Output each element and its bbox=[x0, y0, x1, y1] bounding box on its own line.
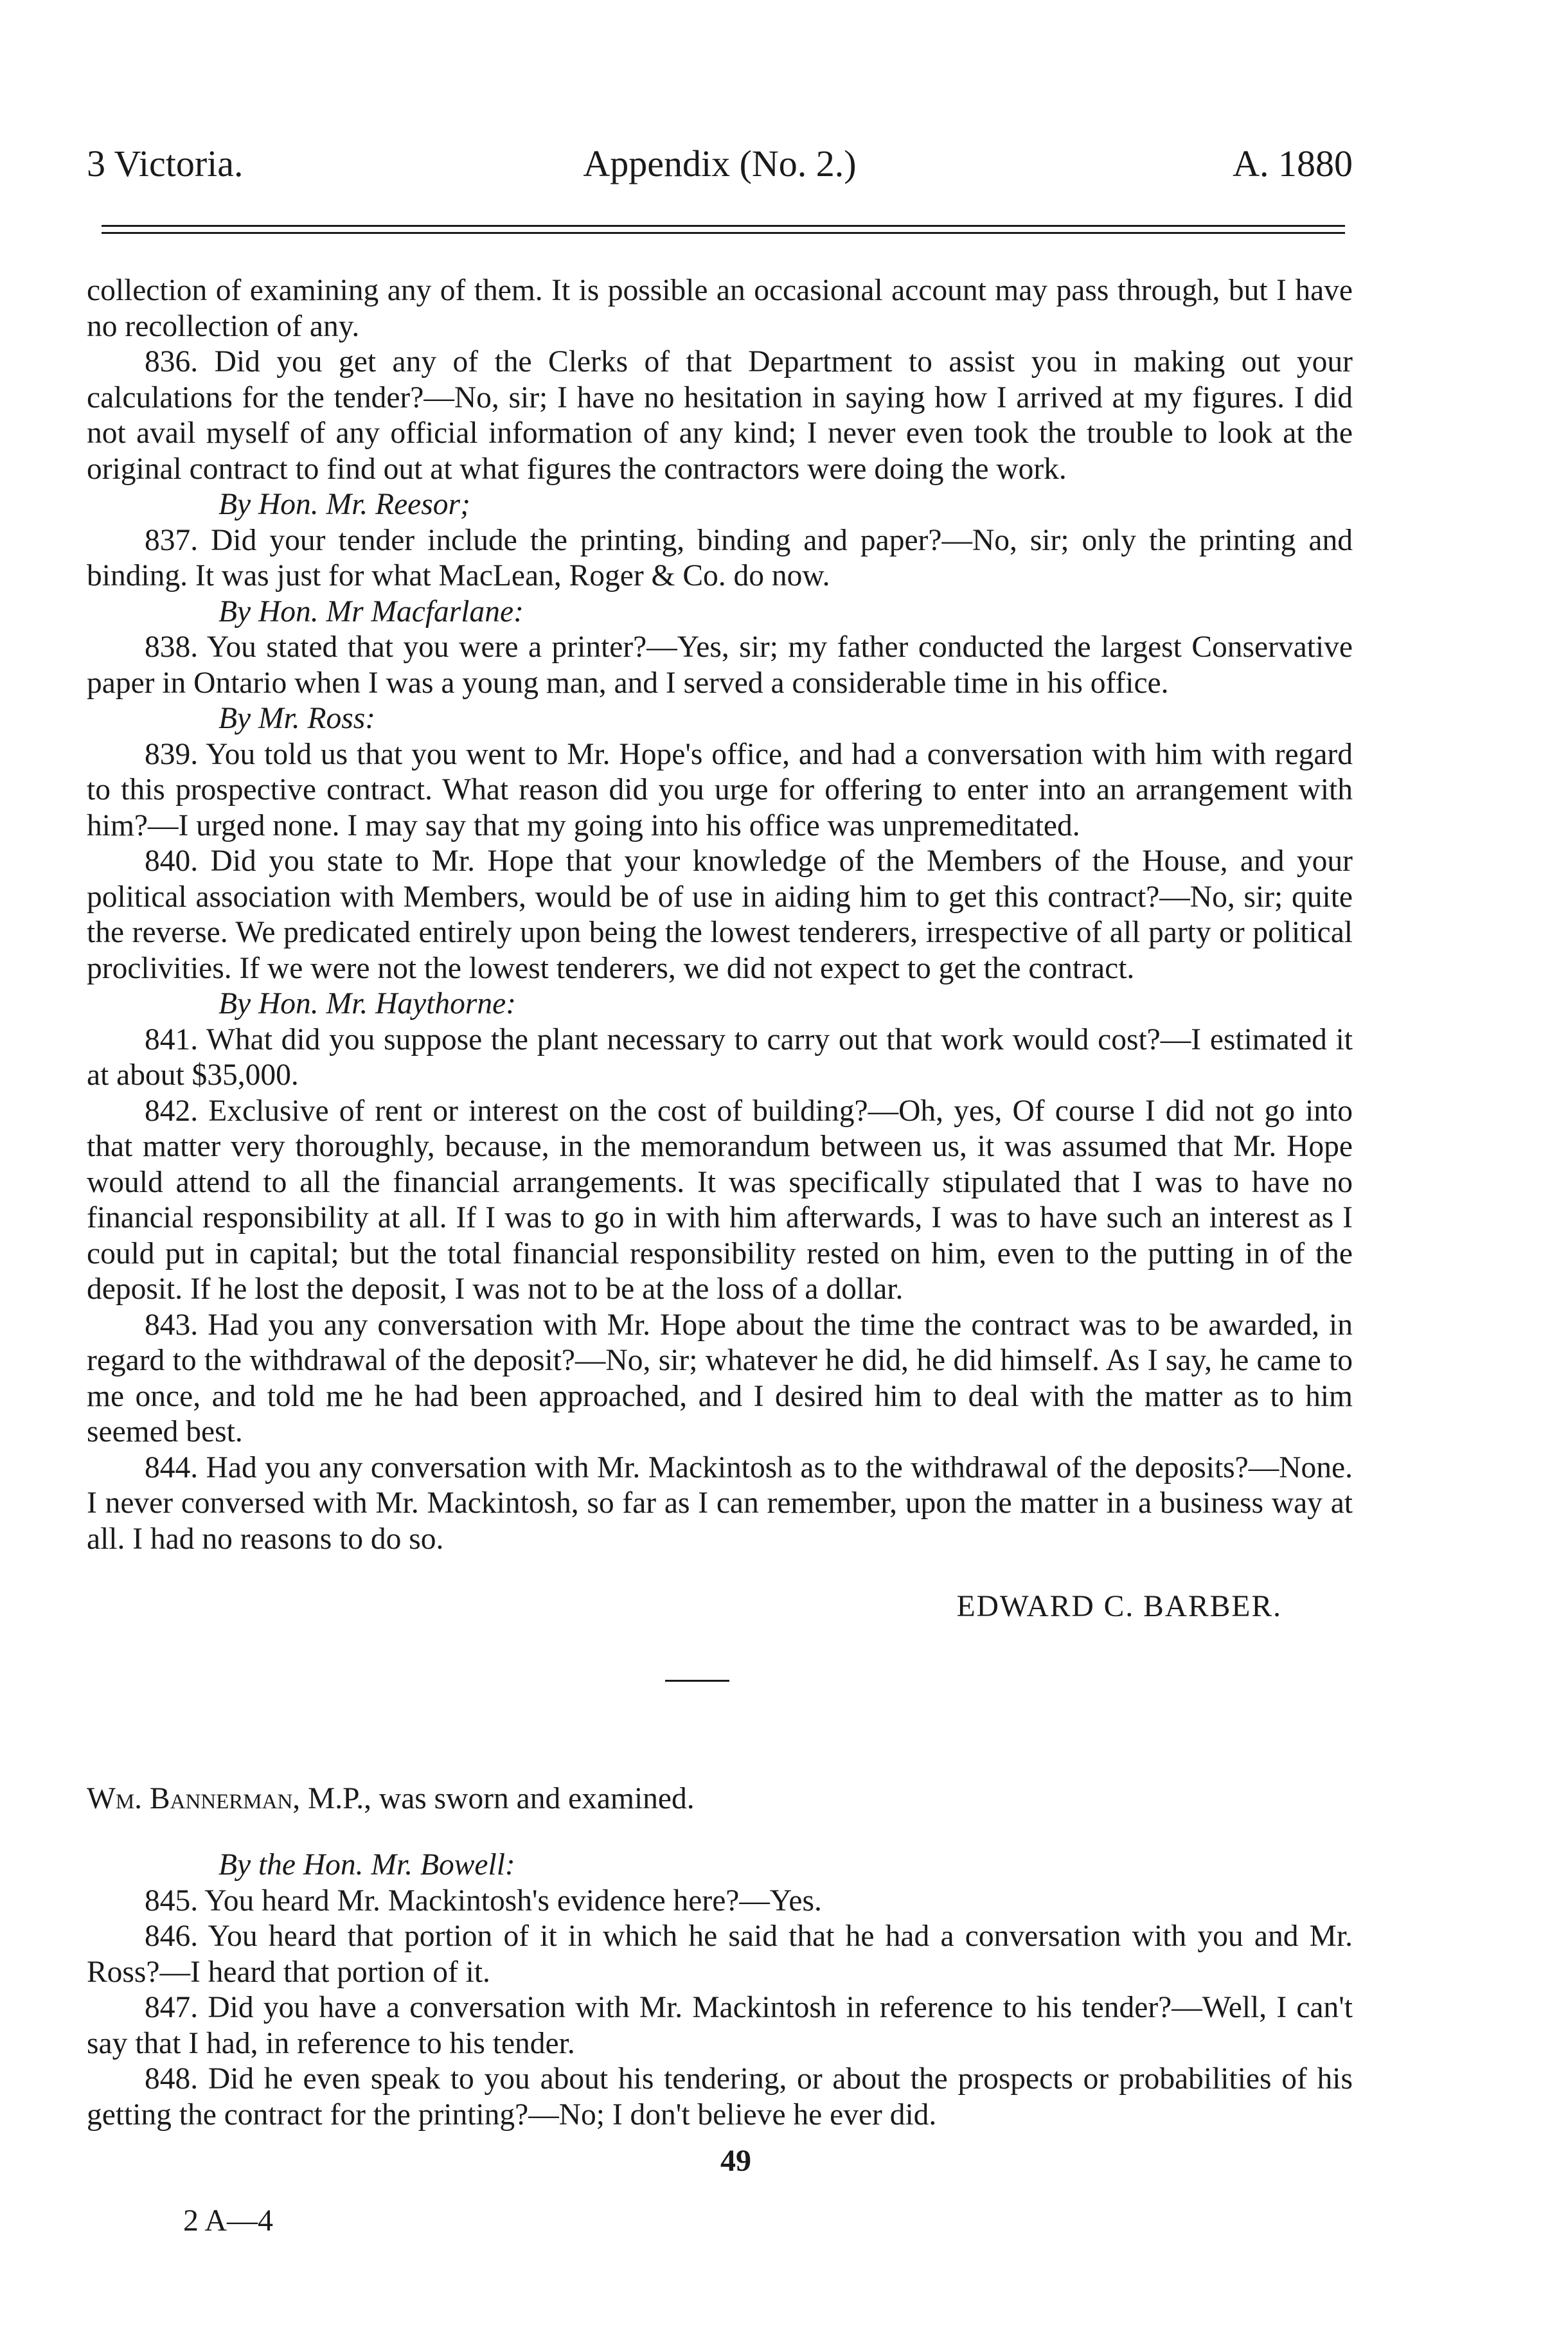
question-842: 842. Exclusive of rent or interest on the cost of building?—Oh, yes, Of course I did not go into that matter very thoroughly, because, in the memorandum between us, it was assumed that Mr. Hope would attend to all the financial arrangements. It was specifically stipulated that I was to have no financial responsibility at all. If I was to go in with him afterwards, I was to have such an interest as I could put in capital; but the total financial responsibility rested on him, even to the putting in of the deposit. If he lost the deposit, I was not to be at the loss of a dollar. bbox=[87, 1094, 1353, 1306]
witness-name: Wm. Bannerman, bbox=[87, 1781, 301, 1815]
question-838: 838. You stated that you were a printer?—Yes, sir; my father conducted the largest Conservative paper in Ontario when I was a young man, and I served a considerable time in his office. bbox=[87, 630, 1353, 700]
signature-mark: 2 A—4 bbox=[183, 2204, 274, 2238]
question-846: 846. You heard that portion of it in which he said that he had a conversation with you and Mr. Ross?—I heard that portion of it. bbox=[87, 1920, 1353, 1989]
witness-intro bbox=[87, 1781, 1353, 1817]
page-number: 49 bbox=[720, 2144, 751, 2178]
question-848: 848. Did he even speak to you about his tendering, or about the prospects or probabilities of his getting the contract for the printing?—No; I don't believe he ever did. bbox=[87, 2062, 1353, 2132]
examiner-heading: By Hon. Mr. Haythorne: bbox=[218, 987, 517, 1020]
examiner-heading: By the Hon. Mr. Bowell: bbox=[218, 1848, 515, 1882]
question-845: 845. You heard Mr. Mackintosh's evidence here?—Yes. bbox=[145, 1884, 822, 1918]
examiner-heading: By Hon. Mr Macfarlane: bbox=[218, 594, 524, 628]
question-847: 847. Did you have a conversation with Mr. Mackintosh in reference to his tender?—Well, I can't say that I had, in reference to his tender. bbox=[87, 1991, 1353, 2060]
header-appendix: Appendix (No. 2.) bbox=[583, 143, 857, 184]
header-session: 3 Victoria. bbox=[87, 143, 244, 184]
question-841: 841. What did you suppose the plant necessary to carry out that work would cost?—I estimated it at about $35,000. bbox=[87, 1022, 1353, 1092]
examiner-heading: By Hon. Mr. Reesor; bbox=[218, 488, 470, 521]
document-body bbox=[87, 273, 1353, 2133]
section-divider bbox=[665, 1680, 729, 1682]
running-header bbox=[87, 138, 1353, 190]
question-836: 836. Did you get any of the Clerks of that Department to assist you in making out your calculations for the tender?—No, sir; I have no hesitation in saying how I arrived at my figures. I did not avail myself of any official information of any kind; I never even took the trouble to look at the original contract to find out at what figures the contractors were doing the work. bbox=[87, 345, 1353, 486]
witness-signature: EDWARD C. BARBER. bbox=[956, 1590, 1282, 1623]
paragraph-continued: collection of examining any of them. It is possible an occasional account may pass through, but I have no recollection of any. bbox=[87, 274, 1353, 343]
header-year: A. 1880 bbox=[1233, 143, 1353, 184]
header-double-rule bbox=[102, 225, 1345, 234]
question-837: 837. Did your tender include the printing, binding and paper?—No, sir; only the printing and binding. It was just for what MacLean, Roger & Co. do now. bbox=[87, 523, 1353, 592]
question-843: 843. Had you any conversation with Mr. Hope about the time the contract was to be awarded, in regard to the withdrawal of the deposit?—No, sir; whatever he did, he did himself. As I say, he came to me once, and told me he had been approached, and I desired him to deal with the matter as to him seemed best. bbox=[87, 1308, 1353, 1448]
examiner-heading: By Mr. Ross: bbox=[218, 702, 376, 735]
question-844: 844. Had you any conversation with Mr. Mackintosh as to the withdrawal of the deposits?—None. I never conversed with Mr. Mackintosh, so far as I can remember, upon the matter in a business way at all. I had no reasons to do so. bbox=[87, 1450, 1353, 1556]
witness-intro-text: M.P., was sworn and examined. bbox=[300, 1781, 695, 1815]
question-839: 839. You told us that you went to Mr. Hope's office, and had a conversation with him with regard to this prospective contract. What reason did you urge for offering to enter into an arrangement with him?—I urged none. I may say that my going into his office was unpremeditated. bbox=[87, 737, 1353, 842]
question-840: 840. Did you state to Mr. Hope that your knowledge of the Members of the House, and your political association with Members, would be of use in aiding him to get this contract?—No, sir; quite the reverse. We predicated entirely upon being the lowest tenderers, irrespective of all party or political proclivities. If we were not the lowest tenderers, we did not expect to get the contract. bbox=[87, 844, 1353, 985]
